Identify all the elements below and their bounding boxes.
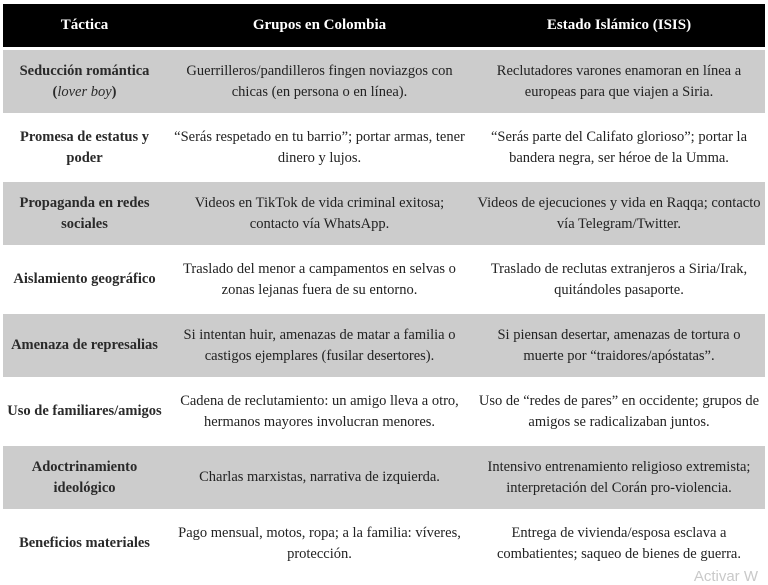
table-row bbox=[3, 181, 765, 247]
header-isis: Estado Islámico (ISIS) bbox=[473, 4, 765, 49]
isis-cell: Videos de ejecuciones y vida en Raqqa; contacto vía Telegram/Twitter. bbox=[473, 181, 765, 247]
table-header-row bbox=[3, 4, 765, 49]
isis-cell: Uso de “redes de pares” en occidente; grupos de amigos se radicalizaban juntos. bbox=[473, 379, 765, 445]
tactic-label: Seducción romántica bbox=[19, 62, 150, 79]
comparison-table bbox=[3, 4, 765, 578]
isis-cell: Traslado de reclutas extranjeros a Siria/Irak, quitándoles pasaporte. bbox=[473, 247, 765, 313]
isis-cell: Si piensan desertar, amenazas de tortura o muerte por “traidores/apóstatas”. bbox=[473, 313, 765, 379]
colombia-cell: Cadena de reclutamiento: un amigo lleva a otro, hermanos mayores involucran menores. bbox=[166, 379, 473, 445]
tactic-cell: Aislamiento geográfico bbox=[3, 247, 166, 313]
header-tactica: Táctica bbox=[3, 4, 166, 49]
isis-cell: Entrega de vivienda/esposa esclava a combatientes; saqueo de bienes de guerra. bbox=[473, 511, 765, 577]
tactic-cell: Promesa de estatus y poder bbox=[3, 115, 166, 181]
isis-cell: Intensivo entrenamiento religioso extremista; interpretación del Corán pro-violencia. bbox=[473, 445, 765, 511]
isis-cell: “Serás parte del Califato glorioso”; portar la bandera negra, ser héroe de la Umma. bbox=[473, 115, 765, 181]
colombia-cell: “Serás respetado en tu barrio”; portar armas, tener dinero y lujos. bbox=[166, 115, 473, 181]
tactic-cell: Beneficios materiales bbox=[3, 511, 166, 577]
table-row bbox=[3, 313, 765, 379]
colombia-cell: Si intentan huir, amenazas de matar a familia o castigos ejemplares (fusilar desertores). bbox=[166, 313, 473, 379]
colombia-cell: Traslado del menor a campamentos en selvas o zonas lejanas fuera de su entorno. bbox=[166, 247, 473, 313]
isis-cell: Reclutadores varones enamoran en línea a europeas para que viajen a Siria. bbox=[473, 49, 765, 115]
table-row bbox=[3, 445, 765, 511]
tactic-cell: Seducción romántica (lover boy) bbox=[3, 49, 166, 115]
colombia-cell: Guerrilleros/pandilleros fingen noviazgos con chicas (en persona o en línea). bbox=[166, 49, 473, 115]
tactic-note: lover boy bbox=[57, 83, 112, 100]
tactic-cell: Adoctrinamiento ideológico bbox=[3, 445, 166, 511]
table-row bbox=[3, 247, 765, 313]
table-row bbox=[3, 379, 765, 445]
colombia-cell: Charlas marxistas, narrativa de izquierda. bbox=[166, 445, 473, 511]
tactic-cell: Amenaza de represalias bbox=[3, 313, 166, 379]
tactic-cell: Uso de familiares/amigos bbox=[3, 379, 166, 445]
table-row bbox=[3, 49, 765, 115]
colombia-cell: Pago mensual, motos, ropa; a la familia: víveres, protección. bbox=[166, 511, 473, 577]
header-colombia: Grupos en Colombia bbox=[166, 4, 473, 49]
activation-watermark: Activar W bbox=[693, 568, 758, 585]
table-row bbox=[3, 511, 765, 577]
colombia-cell: Videos en TikTok de vida criminal exitosa; contacto vía WhatsApp. bbox=[166, 181, 473, 247]
table-row bbox=[3, 115, 765, 181]
tactic-cell: Propaganda en redes sociales bbox=[3, 181, 166, 247]
